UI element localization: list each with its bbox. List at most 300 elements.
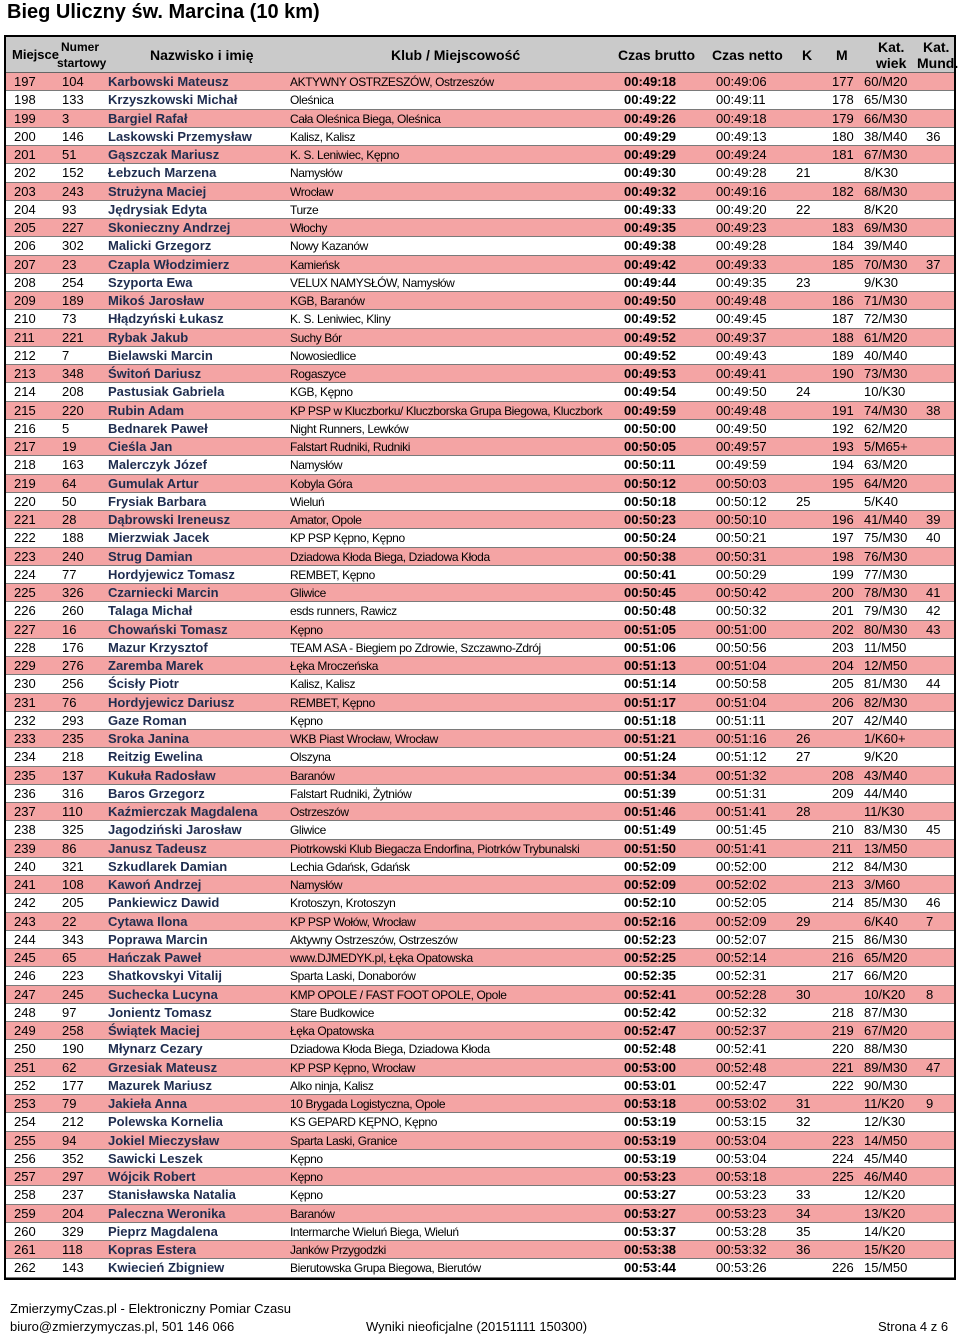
cell-m: 203 — [832, 639, 854, 655]
cell-czas-netto: 00:51:32 — [716, 767, 767, 783]
table-row — [6, 219, 954, 237]
cell-czas-netto: 00:49:28 — [716, 238, 767, 254]
cell-numer: 73 — [62, 311, 77, 327]
cell-nazwisko: Chowański Tomasz — [108, 621, 228, 637]
header-k: K — [802, 47, 813, 63]
cell-miejsce: 215 — [14, 402, 36, 418]
cell-numer: 16 — [62, 621, 77, 637]
header-kat-wiek: Kat. — [878, 39, 905, 55]
cell-miejsce: 221 — [14, 512, 36, 527]
cell-m: 200 — [832, 585, 854, 600]
cell-numer: 19 — [62, 439, 77, 454]
cell-kat-wiek: 90/M30 — [864, 1077, 908, 1093]
cell-czas-brutto: 00:50:38 — [624, 548, 677, 564]
table-row — [6, 1168, 954, 1186]
table-row — [6, 858, 954, 876]
cell-miejsce: 245 — [14, 950, 36, 965]
cell-nazwisko: Malerczyk Józef — [108, 457, 207, 473]
cell-czas-netto: 00:50:29 — [716, 566, 767, 582]
cell-czas-brutto: 00:53:01 — [624, 1077, 677, 1093]
cell-numer: 176 — [62, 639, 84, 655]
cell-klub: Kobyla Góra — [290, 476, 353, 491]
header-miejsce: Miejsce — [12, 47, 59, 62]
header-klub: Klub / Miejscowość — [391, 47, 521, 63]
cell-czas-netto: 00:53:04 — [716, 1132, 767, 1148]
cell-nazwisko: Czapla Włodzimierz — [108, 256, 230, 272]
cell-czas-netto: 00:53:23 — [716, 1187, 767, 1203]
cell-czas-netto: 00:51:31 — [716, 785, 767, 801]
cell-klub: Falstart Rudniki, Rudniki — [290, 440, 411, 454]
cell-miejsce: 247 — [14, 986, 36, 1002]
cell-kat-wiek: 82/M30 — [864, 694, 908, 710]
cell-czas-brutto: 00:50:00 — [624, 420, 677, 436]
cell-kat-wiek: 9/K30 — [864, 274, 898, 290]
cell-nazwisko: Bargiel Rafał — [108, 110, 188, 126]
cell-m: 183 — [832, 220, 854, 235]
cell-nazwisko: Strug Damian — [108, 548, 193, 564]
cell-kat-mund: 37 — [926, 256, 941, 272]
cell-czas-brutto: 00:53:19 — [624, 1150, 677, 1166]
cell-m: 196 — [832, 512, 854, 527]
cell-nazwisko: Świątek Maciej — [108, 1023, 200, 1038]
table-row — [6, 1113, 954, 1131]
cell-miejsce: 198 — [14, 92, 36, 108]
cell-numer: 23 — [62, 256, 77, 272]
cell-numer: 7 — [62, 347, 70, 363]
cell-miejsce: 222 — [14, 530, 36, 546]
cell-czas-netto: 00:52:28 — [716, 986, 767, 1002]
cell-czas-netto: 00:49:57 — [716, 439, 767, 454]
cell-kat-wiek: 85/M30 — [864, 895, 908, 911]
cell-numer: 220 — [62, 402, 84, 418]
cell-klub: Stare Budkowice — [290, 1005, 375, 1020]
header-numer: Numer — [61, 40, 100, 54]
cell-czas-brutto: 00:49:50 — [624, 293, 677, 308]
cell-czas-netto: 00:52:47 — [716, 1077, 767, 1093]
cell-czas-brutto: 00:51:34 — [624, 767, 677, 783]
cell-nazwisko: Pankiewicz Dawid — [108, 895, 220, 911]
cell-numer: 50 — [62, 493, 77, 509]
cell-nazwisko: Rybak Jakub — [108, 329, 189, 345]
cell-kat-wiek: 71/M30 — [864, 293, 908, 308]
cell-czas-netto: 00:50:42 — [716, 585, 767, 600]
table-row — [6, 420, 954, 438]
cell-klub: Dziadowa Kłoda Biega, Dziadowa Kłoda — [290, 1042, 490, 1057]
cell-nazwisko: Gaze Roman — [108, 712, 187, 728]
cell-miejsce: 200 — [14, 128, 36, 144]
cell-kat-wiek: 43/M40 — [864, 767, 908, 783]
table-row — [6, 1022, 954, 1040]
header-brutto: Czas brutto — [618, 47, 695, 63]
cell-miejsce: 228 — [14, 639, 36, 655]
table-row — [6, 1259, 954, 1277]
cell-m: 195 — [832, 475, 854, 491]
table-row — [6, 566, 954, 584]
table-row — [6, 347, 954, 365]
cell-numer: 326 — [62, 585, 84, 600]
cell-czas-brutto: 00:52:41 — [624, 986, 677, 1002]
cell-klub: Nowy Kazanów — [290, 239, 368, 254]
cell-miejsce: 242 — [14, 895, 36, 911]
cell-klub: KP PSP Kępno, Wrocław — [290, 1060, 416, 1075]
table-row — [6, 1186, 954, 1204]
cell-nazwisko: Szkudlarek Damian — [108, 858, 228, 874]
cell-nazwisko: Hłądzyński Łukasz — [108, 311, 224, 327]
cell-klub: K. S. Leniwiec, Kliny — [290, 312, 391, 327]
cell-czas-netto: 00:49:45 — [716, 311, 767, 327]
cell-miejsce: 211 — [14, 329, 35, 345]
cell-miejsce: 253 — [14, 1096, 36, 1111]
cell-numer: 235 — [62, 731, 84, 746]
cell-numer: 258 — [62, 1023, 84, 1038]
cell-czas-netto: 00:51:16 — [716, 731, 767, 746]
cell-miejsce: 246 — [14, 968, 36, 984]
cell-nazwisko: Jagodziński Jarosław — [108, 822, 242, 838]
cell-m: 216 — [832, 950, 854, 965]
cell-miejsce: 203 — [14, 183, 36, 199]
cell-nazwisko: Pieprz Magdalena — [108, 1223, 218, 1239]
cell-m: 197 — [832, 530, 854, 546]
cell-czas-netto: 00:49:48 — [716, 293, 767, 308]
cell-kat-wiek: 10/K20 — [864, 986, 906, 1002]
cell-numer: 65 — [62, 950, 77, 965]
cell-miejsce: 258 — [14, 1187, 36, 1203]
cell-k: 23 — [796, 274, 811, 290]
cell-nazwisko: Hańczak Paweł — [108, 950, 202, 965]
cell-czas-brutto: 00:50:11 — [624, 457, 676, 473]
cell-miejsce: 209 — [14, 293, 36, 308]
cell-czas-brutto: 00:49:32 — [624, 183, 677, 199]
cell-m: 223 — [832, 1132, 854, 1148]
cell-czas-brutto: 00:52:35 — [624, 968, 677, 984]
cell-klub: 10 Brygada Logistyczna, Opole — [290, 1097, 446, 1111]
cell-czas-netto: 00:49:50 — [716, 420, 767, 436]
cell-m: 181 — [832, 147, 854, 162]
cell-czas-brutto: 00:49:38 — [624, 238, 677, 254]
cell-kat-wiek: 83/M30 — [864, 822, 908, 838]
cell-klub: www.DJMEDYK.pl, Łęka Opatowska — [290, 951, 473, 965]
cell-kat-wiek: 12/K20 — [864, 1187, 906, 1203]
cell-m: 204 — [832, 658, 854, 673]
cell-numer: 227 — [62, 220, 84, 235]
table-row — [6, 73, 954, 91]
cell-m: 224 — [832, 1150, 854, 1166]
cell-numer: 316 — [62, 785, 84, 801]
cell-klub: Krotoszyn, Krotoszyn — [290, 896, 396, 911]
cell-nazwisko: Shatkovskyi Vitalij — [108, 968, 222, 984]
cell-klub: esds runners, Rawicz — [290, 604, 397, 619]
cell-numer: 223 — [62, 968, 84, 984]
cell-k: 27 — [796, 749, 811, 765]
cell-miejsce: 214 — [14, 384, 36, 400]
cell-czas-netto: 00:53:26 — [716, 1260, 767, 1276]
cell-numer: 108 — [62, 877, 84, 892]
cell-czas-netto: 00:50:21 — [716, 530, 767, 546]
cell-klub: Baranów — [290, 1206, 335, 1221]
cell-miejsce: 254 — [14, 1114, 36, 1130]
cell-czas-netto: 00:51:04 — [716, 658, 767, 673]
cell-czas-brutto: 00:49:29 — [624, 147, 677, 162]
cell-numer: 5 — [62, 420, 70, 436]
cell-numer: 205 — [62, 895, 84, 911]
cell-kat-wiek: 38/M40 — [864, 128, 908, 144]
cell-miejsce: 241 — [14, 877, 36, 892]
cell-czas-netto: 00:49:24 — [716, 147, 767, 162]
cell-klub: KGB, Baranów — [290, 294, 365, 308]
cell-klub: Kępno — [290, 713, 323, 728]
cell-klub: Łęka Opatowska — [290, 1024, 374, 1038]
table-row — [6, 110, 954, 128]
cell-numer: 77 — [62, 566, 77, 582]
cell-czas-netto: 00:51:04 — [716, 694, 767, 710]
cell-m: 219 — [832, 1023, 854, 1038]
cell-kat-wiek: 86/M30 — [864, 931, 908, 947]
cell-klub: Nowosiedlice — [290, 348, 356, 363]
cell-miejsce: 251 — [14, 1059, 36, 1075]
cell-miejsce: 230 — [14, 676, 36, 692]
cell-czas-brutto: 00:50:41 — [624, 566, 677, 582]
cell-czas-brutto: 00:49:53 — [624, 366, 677, 381]
cell-numer: 94 — [62, 1132, 77, 1148]
cell-czas-netto: 00:50:03 — [716, 475, 767, 491]
cell-klub: Kępno — [290, 1188, 323, 1203]
cell-nazwisko: Świtoń Dariusz — [108, 366, 202, 381]
cell-czas-brutto: 00:51:06 — [624, 639, 677, 655]
cell-kat-wiek: 14/M50 — [864, 1132, 908, 1148]
cell-m: 212 — [832, 858, 854, 874]
cell-kat-wiek: 41/M40 — [864, 512, 908, 527]
cell-czas-netto: 00:52:07 — [716, 931, 767, 947]
table-row — [6, 146, 954, 164]
cell-kat-wiek: 6/K40 — [864, 913, 898, 929]
cell-k: 21 — [796, 165, 811, 181]
cell-m: 215 — [832, 931, 854, 947]
cell-kat-mund: 42 — [926, 603, 941, 619]
cell-klub: TEAM ASA - Biegiem po Zdrowie, Szczawno-Zdrój — [290, 640, 541, 655]
cell-klub: Włochy — [290, 221, 327, 235]
cell-nazwisko: Poprawa Marcin — [108, 931, 208, 947]
cell-k: 32 — [796, 1114, 811, 1130]
cell-numer: 64 — [62, 475, 77, 491]
cell-czas-netto: 00:52:00 — [716, 858, 767, 874]
cell-numer: 221 — [62, 329, 84, 345]
cell-czas-brutto: 00:52:25 — [624, 950, 677, 965]
cell-miejsce: 197 — [14, 74, 36, 89]
cell-m: 220 — [832, 1041, 854, 1057]
cell-miejsce: 252 — [14, 1077, 36, 1093]
cell-kat-mund: 9 — [926, 1096, 934, 1111]
cell-numer: 352 — [62, 1150, 84, 1166]
cell-czas-netto: 00:53:28 — [716, 1223, 767, 1239]
cell-czas-netto: 00:49:50 — [716, 384, 767, 400]
cell-klub: Alko ninja, Kalisz — [290, 1078, 374, 1093]
cell-czas-netto: 00:49:13 — [716, 128, 767, 144]
cell-k: 28 — [796, 804, 811, 819]
cell-kat-mund: 39 — [926, 512, 941, 527]
cell-numer: 256 — [62, 676, 84, 692]
table-row — [6, 310, 954, 328]
cell-nazwisko: Stanisławska Natalia — [108, 1187, 236, 1203]
cell-numer: 208 — [62, 384, 84, 400]
cell-kat-wiek: 72/M30 — [864, 311, 908, 327]
cell-numer: 343 — [62, 931, 84, 947]
cell-nazwisko: Kawoń Andrzej — [108, 877, 202, 892]
cell-kat-wiek: 78/M30 — [864, 585, 908, 600]
cell-miejsce: 240 — [14, 858, 36, 874]
cell-miejsce: 220 — [14, 493, 36, 509]
cell-numer: 28 — [62, 512, 77, 527]
cell-m: 211 — [832, 840, 853, 856]
cell-nazwisko: Jakieła Anna — [108, 1096, 188, 1111]
cell-nazwisko: Talaga Michał — [108, 603, 193, 619]
cell-nazwisko: Hordyjewicz Dariusz — [108, 694, 235, 710]
cell-czas-brutto: 00:49:26 — [624, 110, 677, 126]
cell-miejsce: 210 — [14, 311, 36, 327]
cell-klub: Kępno — [290, 1170, 323, 1184]
cell-czas-brutto: 00:53:27 — [624, 1187, 677, 1203]
cell-kat-wiek: 63/M20 — [864, 457, 908, 473]
cell-k: 22 — [796, 201, 811, 217]
cell-czas-brutto: 00:49:54 — [624, 384, 677, 400]
cell-czas-netto: 00:53:32 — [716, 1242, 767, 1257]
table-row — [6, 712, 954, 730]
cell-czas-netto: 00:53:15 — [716, 1114, 767, 1130]
cell-nazwisko: Dąbrowski Ireneusz — [108, 512, 231, 527]
cell-czas-brutto: 00:49:35 — [624, 220, 677, 235]
cell-miejsce: 237 — [14, 804, 36, 819]
cell-kat-mund: 40 — [926, 530, 941, 546]
cell-kat-wiek: 12/K30 — [864, 1114, 906, 1130]
cell-czas-brutto: 00:51:49 — [624, 822, 677, 838]
cell-kat-mund: 43 — [926, 621, 941, 637]
cell-czas-netto: 00:52:02 — [716, 877, 767, 892]
table-row — [6, 931, 954, 949]
cell-m: 192 — [832, 420, 854, 436]
cell-czas-brutto: 00:51:24 — [624, 749, 677, 765]
cell-miejsce: 257 — [14, 1169, 36, 1184]
cell-klub: Baranów — [290, 768, 335, 783]
cell-klub: Łęka Mroczeńska — [290, 659, 379, 673]
table-row — [6, 383, 954, 401]
cell-nazwisko: Jokiel Mieczysław — [108, 1132, 220, 1148]
cell-kat-wiek: 15/M50 — [864, 1260, 908, 1276]
cell-nazwisko: Czarniecki Marcin — [108, 585, 219, 600]
cell-numer: 104 — [62, 74, 84, 89]
cell-czas-brutto: 00:53:37 — [624, 1223, 677, 1239]
cell-czas-netto: 00:51:12 — [716, 749, 767, 765]
cell-m: 177 — [832, 74, 854, 89]
cell-klub: Kalisz, Kalisz — [290, 129, 356, 144]
cell-kat-mund: 46 — [926, 895, 941, 911]
cell-klub: Lechia Gdańsk, Gdańsk — [290, 859, 410, 874]
cell-miejsce: 248 — [14, 1004, 36, 1020]
cell-czas-netto: 00:49:28 — [716, 165, 767, 181]
cell-czas-brutto: 00:50:12 — [624, 475, 677, 491]
table-row — [6, 365, 954, 383]
table-row — [6, 511, 954, 529]
table-row — [6, 748, 954, 766]
cell-czas-netto: 00:49:23 — [716, 220, 767, 235]
cell-m: 202 — [832, 621, 854, 637]
table-row — [6, 274, 954, 292]
cell-numer: 321 — [62, 858, 84, 874]
table-row — [6, 602, 954, 620]
cell-k: 35 — [796, 1223, 811, 1239]
cell-nazwisko: Malicki Grzegorz — [108, 238, 212, 254]
cell-miejsce: 256 — [14, 1150, 36, 1166]
cell-czas-netto: 00:49:06 — [716, 74, 767, 89]
cell-czas-brutto: 00:49:59 — [624, 402, 677, 418]
table-row — [6, 493, 954, 511]
cell-kat-wiek: 3/M60 — [864, 877, 901, 892]
cell-kat-wiek: 84/M30 — [864, 858, 908, 874]
table-row — [6, 949, 954, 967]
cell-numer: 245 — [62, 986, 84, 1002]
cell-nazwisko: Mazurek Mariusz — [108, 1077, 213, 1093]
cell-czas-netto: 00:52:37 — [716, 1023, 767, 1038]
cell-klub: Cała Oleśnica Biega, Oleśnica — [290, 111, 441, 126]
page-title: Bieg Uliczny św. Marcina (10 km) — [7, 1, 320, 23]
table-row — [6, 730, 954, 748]
cell-czas-brutto: 00:51:46 — [624, 804, 677, 819]
cell-czas-brutto: 00:51:14 — [624, 676, 677, 692]
cell-miejsce: 204 — [14, 201, 36, 217]
cell-czas-netto: 00:51:00 — [716, 621, 767, 637]
table-row — [6, 803, 954, 821]
cell-czas-netto: 00:49:43 — [716, 347, 767, 363]
cell-czas-brutto: 00:52:47 — [624, 1023, 677, 1038]
cell-czas-brutto: 00:49:52 — [624, 347, 677, 363]
cell-miejsce: 243 — [14, 913, 36, 929]
cell-kat-wiek: 76/M30 — [864, 548, 908, 564]
cell-nazwisko: Ścisły Piotr — [108, 676, 179, 692]
cell-m: 194 — [832, 457, 854, 473]
cell-nazwisko: Jędrysiak Edyta — [108, 201, 208, 217]
cell-czas-netto: 00:50:56 — [716, 639, 767, 655]
cell-czas-brutto: 00:51:50 — [624, 840, 677, 856]
cell-czas-netto: 00:49:48 — [716, 402, 767, 418]
table-row — [6, 1223, 954, 1241]
cell-m: 214 — [832, 895, 854, 911]
cell-klub: Suchy Bór — [290, 330, 342, 345]
cell-nazwisko: Gąszczak Mariusz — [108, 147, 220, 162]
cell-kat-wiek: 15/K20 — [864, 1242, 906, 1257]
cell-czas-netto: 00:49:11 — [716, 92, 766, 108]
cell-miejsce: 231 — [14, 694, 36, 710]
table-row — [6, 1150, 954, 1168]
cell-numer: 293 — [62, 712, 84, 728]
cell-kat-wiek: 11/K30 — [864, 804, 905, 819]
cell-miejsce: 199 — [14, 110, 36, 126]
table-row — [6, 840, 954, 858]
cell-numer: 212 — [62, 1114, 84, 1130]
cell-nazwisko: Grzesiak Mateusz — [108, 1059, 218, 1075]
cell-klub: KP PSP Kępno, Kępno — [290, 531, 405, 546]
cell-czas-brutto: 00:51:39 — [624, 785, 677, 801]
cell-numer: 118 — [62, 1242, 83, 1257]
table-row — [6, 438, 954, 456]
cell-m: 221 — [832, 1059, 854, 1075]
cell-czas-brutto: 00:50:05 — [624, 439, 677, 454]
cell-k: 29 — [796, 913, 811, 929]
table-row — [6, 675, 954, 693]
cell-m: 213 — [832, 877, 854, 892]
cell-czas-brutto: 00:51:13 — [624, 658, 677, 673]
cell-numer: 254 — [62, 274, 84, 290]
cell-nazwisko: Zaremba Marek — [108, 658, 204, 673]
cell-numer: 348 — [62, 366, 84, 381]
cell-kat-wiek: 69/M30 — [864, 220, 908, 235]
